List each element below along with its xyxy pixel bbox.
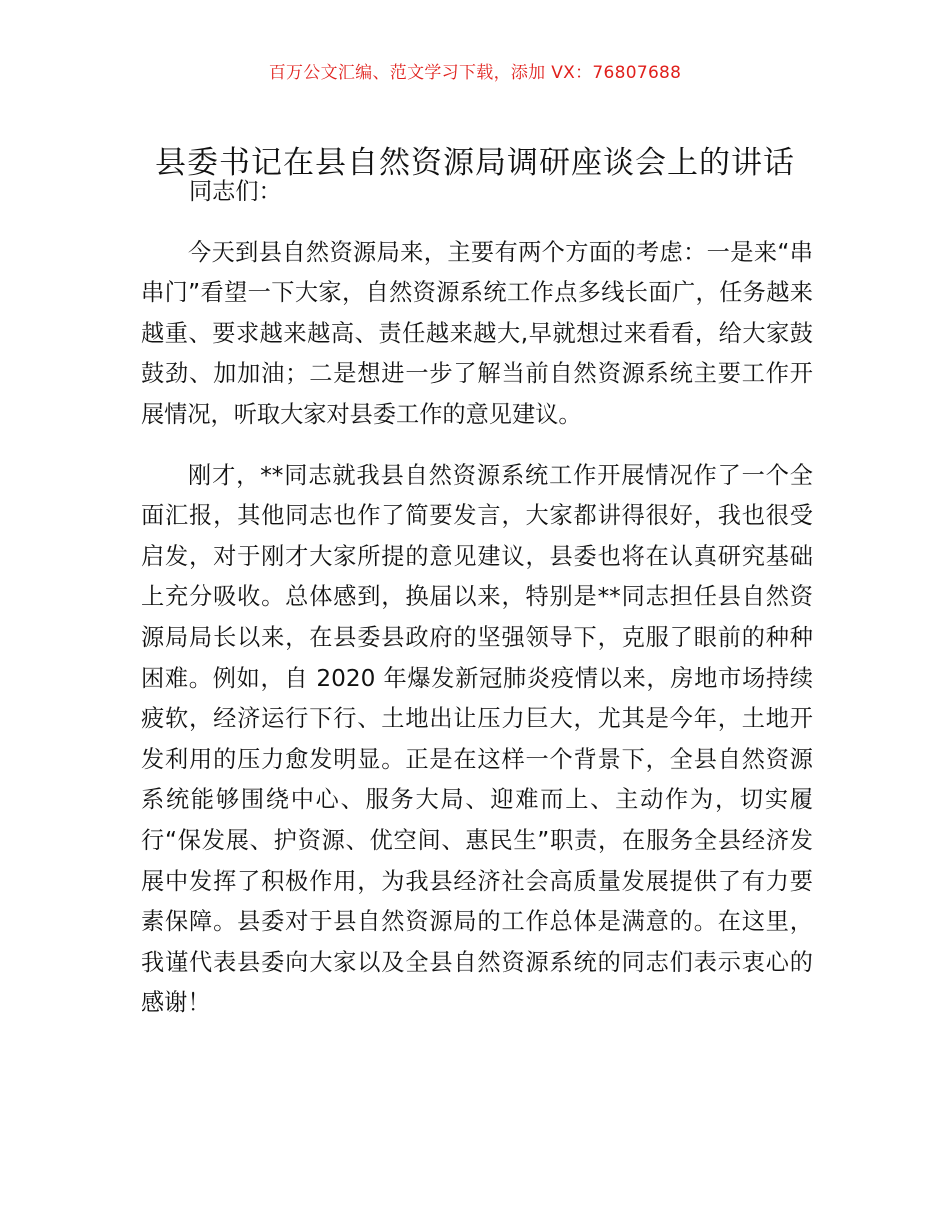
header-banner: 百万公文汇编、范文学习下载，添加 VX：76807688 (268, 63, 682, 83)
paragraph-2: 刚才，**同志就我县自然资源系统工作开展情况作了一个全面汇报，其他同志也作了简要发言，大家都讲得很好，我也很受启发，对于刚才大家所提的意见建议，县委也将在认真研究基础上充分吸收。总体感到，换届以来，特别是**同志担任县自然资源局局长以来，在县委县政府的坚强领导下，克服了眼前的种种困难。例如，自 2020 年爆发新冠肺炎疫情以来，房地市场持续疲软，经济运行下行、土地出让压力巨大，尤其是今年，土地开发利用的压力愈发明显。正是在这样一个背景下，全县自然资源系统能够围绕中心、服务大局、迎难而上、主动作为，切实履行“保发展、护资源、优空间、惠民生”职责，在服务全县经济发展中发挥了积极作用，为我县经济社会高质量发展提供了有力要素保障。县委对于县自然资源局的工作总体是满意的。在这里，我谨代表县委向大家以及全县自然资源系统的同志们表示衷心的感谢！ (141, 461, 813, 1017)
document-title: 县委书记在县自然资源局调研座谈会上的讲话 (155, 144, 795, 181)
salutation: 同志们： (189, 178, 282, 205)
paragraph-1: 今天到县自然资源局来，主要有两个方面的考虑：一是来“串串门”看望一下大家，自然资源系统工作点多线长面广，任务越来越重、要求越来越高、责任越来越大,早就想过来看看，给大家鼓鼓劲、加加油；二是想进一步了解当前自然资源系统主要工作开展情况，听取大家对县委工作的意见建议。 (141, 238, 813, 428)
document-body (141, 172, 813, 1024)
